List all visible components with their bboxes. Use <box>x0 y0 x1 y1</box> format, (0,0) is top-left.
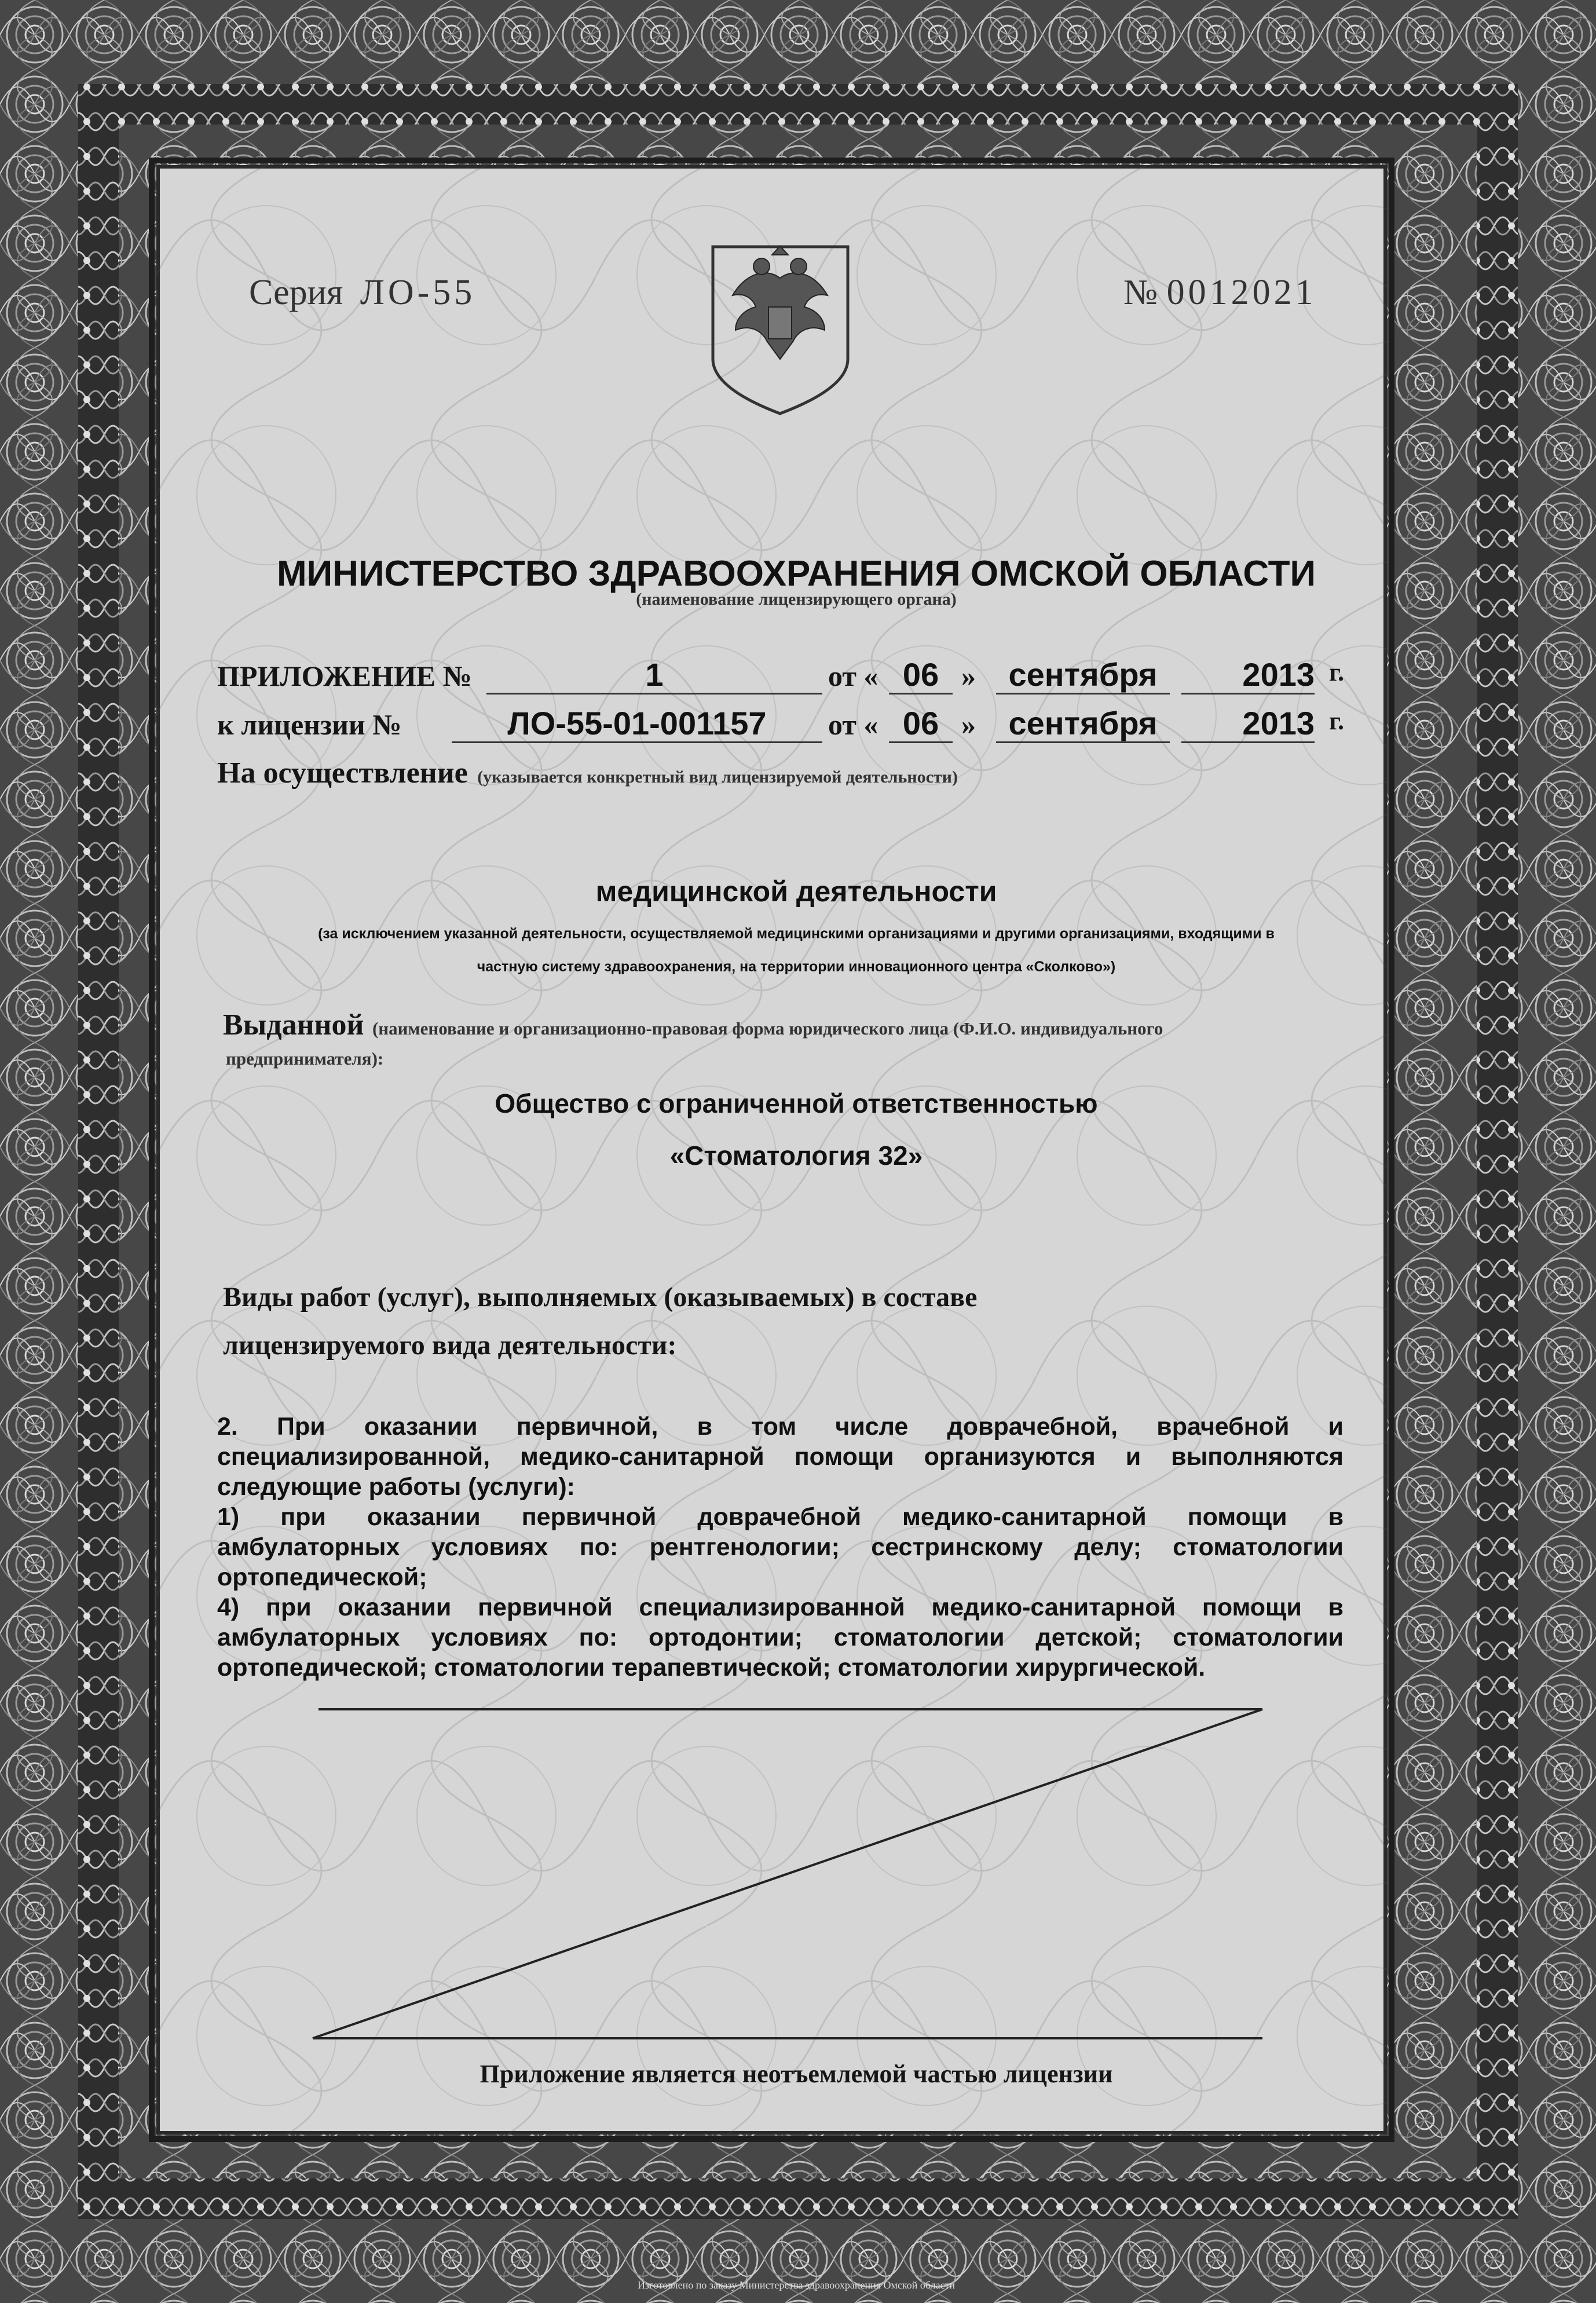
license-from-label: от « <box>828 708 878 741</box>
works-text <box>217 1412 1344 1683</box>
works-item-2-4-line2: амбулаторных условиях по: ортодонтии; стоматологии детской; стоматологии <box>217 1624 1344 1651</box>
number-label: № <box>1123 273 1158 312</box>
blank-space-strikethrough <box>301 1700 1274 2048</box>
license-year: 2013 <box>1242 705 1315 741</box>
license-year-suffix: г. <box>1329 707 1345 735</box>
series-value: ЛО-55 <box>360 273 476 312</box>
annex-quote-close: » <box>961 660 976 692</box>
series-label: Серия <box>249 273 343 312</box>
license-month: сентября <box>1008 705 1158 741</box>
works-item-2-1-line3: ортопедической; <box>217 1563 427 1591</box>
annex-day: 06 <box>902 656 939 693</box>
annex-number: 1 <box>645 656 664 693</box>
works-item-2-line3: следующие работы (услуги): <box>217 1473 575 1501</box>
annex-month-underline <box>996 693 1170 694</box>
printer-note: Изготовлено по заказу Министерства здравоохранения Омской области <box>637 2279 956 2291</box>
organization-line2: «Стоматология 32» <box>669 1140 923 1171</box>
activity-label: На осуществление <box>217 756 468 789</box>
works-item-2-4-line1: 4) при оказании первичной специализированной медико-санитарной помощи в <box>217 1593 1344 1621</box>
works-item-2-line1: 2. При оказании первичной, в том числе доврачебной, врачебной и <box>217 1413 1344 1441</box>
works-title-line2: лицензируемого вида деятельности: <box>223 1330 677 1361</box>
annex-from-label: от « <box>828 660 878 692</box>
works-item-2-1-line1: 1) при оказании первичной доврачебной медико-санитарной помощи в <box>217 1503 1344 1531</box>
works-item-2-1-line2: амбулаторных условиях по: рентгенологии; сестринскому делу; стоматологии <box>217 1533 1344 1561</box>
coat-of-arms-icon <box>709 243 851 417</box>
issued-label: Выданной <box>223 1008 364 1041</box>
license-number-underline <box>452 741 822 743</box>
number-block <box>1123 272 1317 313</box>
license-day-underline <box>889 741 953 743</box>
activity-note-line1: (за исключением указанной деятельности, осуществляемой медицинскими организациями и другими организациями, входящими в <box>318 926 1275 942</box>
annex-day-underline <box>889 693 953 694</box>
license-month-underline <box>996 741 1170 743</box>
works-item-2-line2: специализированной, медико-санитарной помощи организуются и выполняются <box>217 1443 1344 1471</box>
works-item-2-4-line3: ортопедической; стоматологии терапевтической; стоматологии хирургической. <box>217 1654 1206 1681</box>
annex-label: ПРИЛОЖЕНИЕ № <box>217 660 472 692</box>
issued-caption-line2: предпринимателя): <box>226 1048 384 1069</box>
annex-year: 2013 <box>1242 656 1315 693</box>
annex-month: сентября <box>1008 656 1158 693</box>
license-quote-close: » <box>961 708 976 741</box>
activity-name: медицинской деятельности <box>595 875 997 908</box>
license-day: 06 <box>902 705 939 741</box>
annex-number-underline <box>486 693 822 694</box>
number-value: 0012021 <box>1166 273 1317 312</box>
authority-name: МИНИСТЕРСТВО ЗДРАВООХРАНЕНИЯ ОМСКОЙ ОБЛАСТИ <box>276 554 1316 594</box>
license-label: к лицензии № <box>217 708 402 741</box>
activity-note-line2: частную систему здравоохранения, на территории инновационного центра «Сколково») <box>477 959 1116 975</box>
annex-year-suffix: г. <box>1329 658 1345 686</box>
series-block <box>249 272 475 313</box>
footer-note: Приложение является неотъемлемой частью лицензии <box>479 2060 1113 2088</box>
license-year-underline <box>1181 741 1315 743</box>
organization-line1: Общество с ограниченной ответственностью <box>495 1088 1098 1118</box>
works-title-line1: Виды работ (услуг), выполняемых (оказываемых) в составе <box>223 1282 978 1313</box>
activity-caption: (указывается конкретный вид лицензируемой деятельности) <box>477 767 958 787</box>
issued-row <box>223 1008 1163 1042</box>
activity-row <box>217 756 958 790</box>
authority-caption: (наименование лицензирующего органа) <box>636 590 957 609</box>
annex-year-underline <box>1181 693 1315 694</box>
issued-caption-line1: (наименование и организационно-правовая форма юридического лица (Ф.И.О. индивидуального <box>372 1018 1163 1039</box>
license-number: ЛО-55-01-001157 <box>507 705 767 741</box>
